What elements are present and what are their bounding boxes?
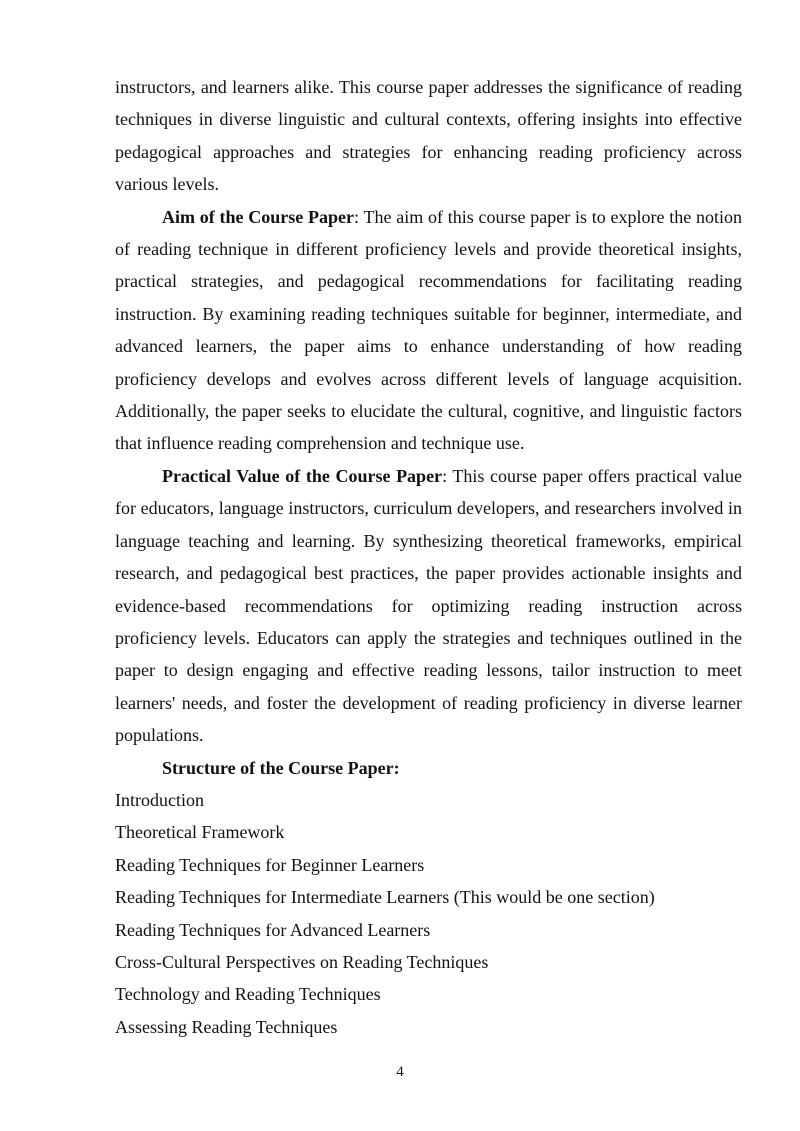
structure-item: Assessing Reading Techniques: [115, 1016, 338, 1037]
practical-value-text: : This course paper offers practical value for educators, language instructors, curriculum developers, and researchers involved in language teaching and learning. By synthesizing theoretical frameworks, empirical research, and pedagogical best practices, the paper provides actionable insights and evidence-based recommendations for optimizing reading instruction across proficiency levels. Educators can apply the strategies and techniques outlined in the paper to design engaging and effective reading lessons, tailor instruction to meet learners' needs, and foster the development of reading proficiency in diverse learner populations.: [115, 465, 742, 746]
aim-heading: Aim of the Course Paper: [162, 206, 355, 227]
aim-text: : The aim of this course paper is to explore the notion of reading technique in different proficiency levels and provide theoretical insights, practical strategies, and pedagogical recommendations for facilitating reading instruction. By examining reading techniques suitable for beginner, intermediate, and advanced learners, the paper aims to enhance understanding of how reading proficiency develops and evolves across different levels of language acquisition. Additionally, the paper seeks to elucidate the cultural, cognitive, and linguistic factors that influence reading comprehension and technique use.: [115, 206, 742, 454]
aim-paragraph: [115, 201, 742, 460]
page-number: 4: [396, 1064, 404, 1080]
structure-item: Theoretical Framework: [115, 822, 285, 843]
intro-paragraph: instructors, and learners alike. This course paper addresses the significance of reading techniques in diverse linguistic and cultural contexts, offering insights into effective pedagogical approaches and strategies for enhancing reading proficiency across various levels.: [115, 77, 742, 195]
practical-value-heading: Practical Value of the Course Paper: [162, 465, 443, 486]
structure-item: Reading Techniques for Advanced Learners: [115, 919, 431, 940]
structure-item: Reading Techniques for Intermediate Learners (This would be one section): [115, 887, 655, 908]
structure-item: Cross-Cultural Perspectives on Reading Techniques: [115, 951, 489, 972]
structure-item: Introduction: [115, 789, 204, 810]
practical-value-paragraph: [115, 460, 742, 752]
document-page: [115, 71, 742, 1043]
structure-item: Reading Techniques for Beginner Learners: [115, 854, 425, 875]
structure-heading: Structure of the Course Paper:: [162, 757, 400, 778]
structure-item: Technology and Reading Techniques: [115, 984, 381, 1005]
structure-list: [115, 784, 742, 1043]
